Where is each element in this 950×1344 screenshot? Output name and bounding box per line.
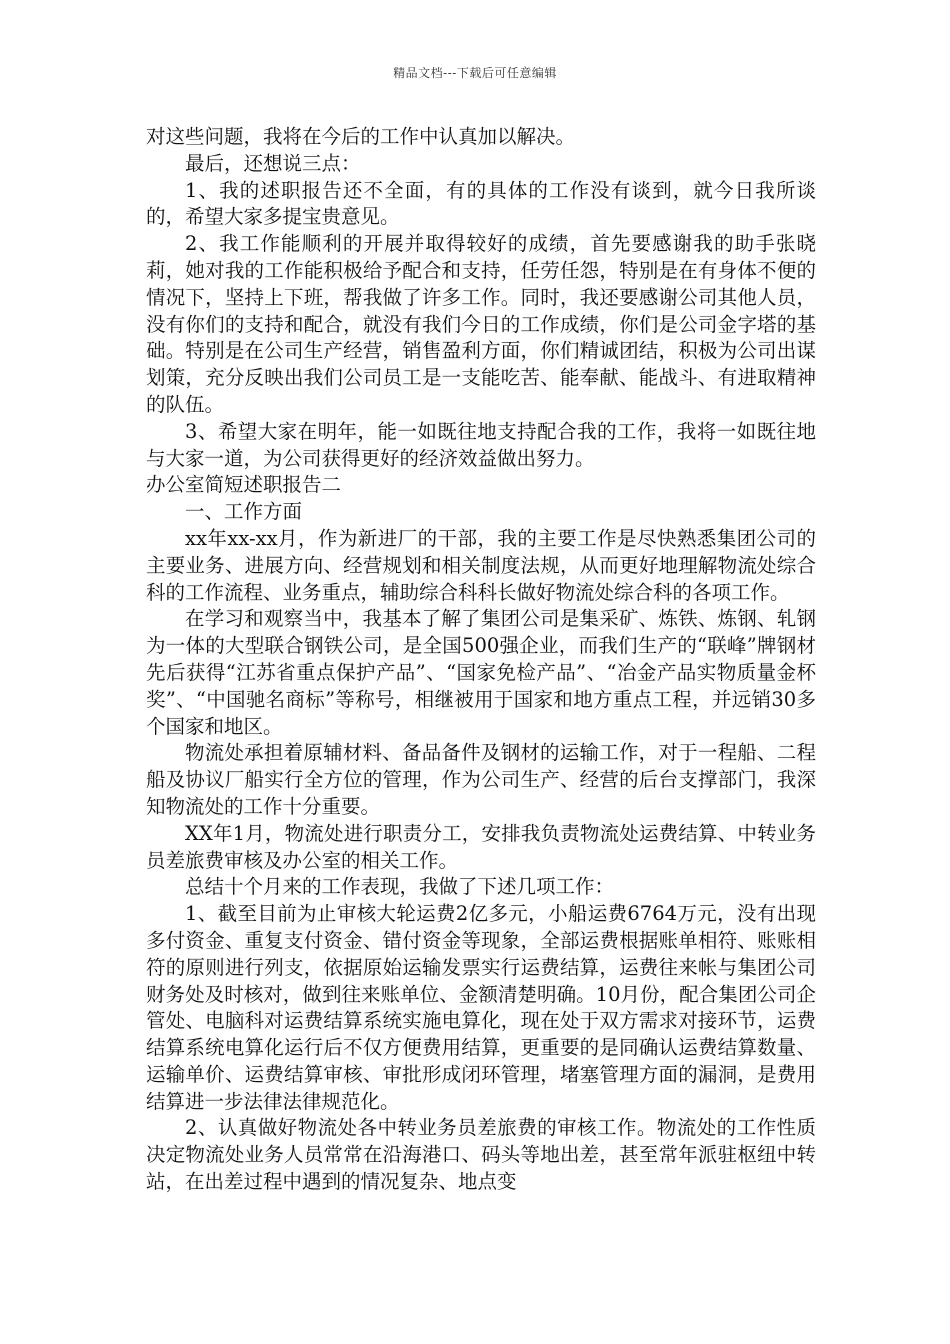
paragraph: 对这些问题，我将在今后的工作中认真加以解决。 bbox=[146, 125, 576, 148]
paragraph: 1、截至目前为止审核大轮运费2亿多元，小船运费6764万元，没有出现多付资金、重复支付资金、错付资金等现象，全部运费根据账单相符、账账相符的原则进行列支，依据原始运输发票实行运费结算，运费往来帐与集团公司财务处及时核对，做到往来账单位、金额清楚明确。10月份，配合集团公司企管处、电脑科对运费结算系统实施电算化，现在处于双方需求对接环节，运费结算系统电算化运行后不仅方便费用结算，更重要的是同确认运费结算数量、运输单价、运费结算审核、审批形成闭环管理，堵塞管理方面的漏洞，是费用结算进一步法律法律规范化。 bbox=[146, 902, 816, 1113]
document-body bbox=[146, 124, 816, 1196]
paragraph: XX年1月，物流处进行职责分工，安排我负责物流处运费结算、中转业务员差旅费审核及办公室的相关工作。 bbox=[146, 821, 816, 872]
paragraph: 最后，还想说三点： bbox=[185, 151, 361, 175]
section-heading: 一、工作方面 bbox=[185, 500, 303, 524]
paragraph: 3、希望大家在明年，能一如既往地支持配合我的工作，我将一如既往地与大家一道，为公司获得更好的经济效益做出努力。 bbox=[146, 419, 816, 470]
paragraph: 2、认真做好物流处各中转业务员差旅费的审核工作。物流处的工作性质决定物流处业务人员常常在沿海港口、码头等地出差，甚至常年派驻枢纽中转站，在出差过程中遇到的情况复杂、地点变 bbox=[146, 1116, 816, 1194]
section-title: 办公室简短述职报告二 bbox=[146, 473, 342, 497]
paragraph: 在学习和观察当中，我基本了解了集团公司是集采矿、炼铁、炼钢、轧钢为一体的大型联合钢铁公司，是全国500强企业，而我们生产的“联峰”牌钢材先后获得“江苏省重点保护产品”、“国家免检产品”、“冶金产品实物质量金杯奖”、“中国驰名商标”等称号，相继被用于国家和地方重点工程，并远销30多个国家和地区。 bbox=[146, 607, 816, 738]
paragraph: 1、我的述职报告还不全面，有的具体的工作没有谈到，就今日我所谈的，希望大家多提宝贵意见。 bbox=[146, 178, 816, 229]
paragraph: xx年xx-xx月，作为新进厂的干部，我的主要工作是尽快熟悉集团公司的主要业务、进展方向、经营规划和相关制度法规，从而更好地理解物流处综合科的工作流程、业务重点，辅助综合科科长做好物流处综合科的各项工作。 bbox=[146, 526, 816, 604]
paragraph: 2、我工作能顺利的开展并取得较好的成绩，首先要感谢我的助手张晓莉，她对我的工作能积极给予配合和支持，任劳任怨，特别是在有身体不便的情况下，坚持上下班，帮我做了许多工作。同时，我还要感谢公司其他人员，没有你们的支持和配合，就没有我们今日的工作成绩，你们是公司金字塔的基础。特别是在公司生产经营，销售盈利方面，你们精诚团结，积极为公司出谋划策，充分反映出我们公司员工是一支能吃苦、能奉献、能战斗、有进取精神的队伍。 bbox=[146, 232, 816, 416]
paragraph: 物流处承担着原辅材料、备品备件及钢材的运输工作，对于一程船、二程船及协议厂船实行全方位的管理，作为公司生产、经营的后台支撑部门，我深知物流处的工作十分重要。 bbox=[146, 741, 816, 818]
paragraph: 总结十个月来的工作表现，我做了下述几项工作： bbox=[185, 875, 615, 899]
page-header: 精品文档---下载后可任意编辑 bbox=[393, 66, 557, 80]
